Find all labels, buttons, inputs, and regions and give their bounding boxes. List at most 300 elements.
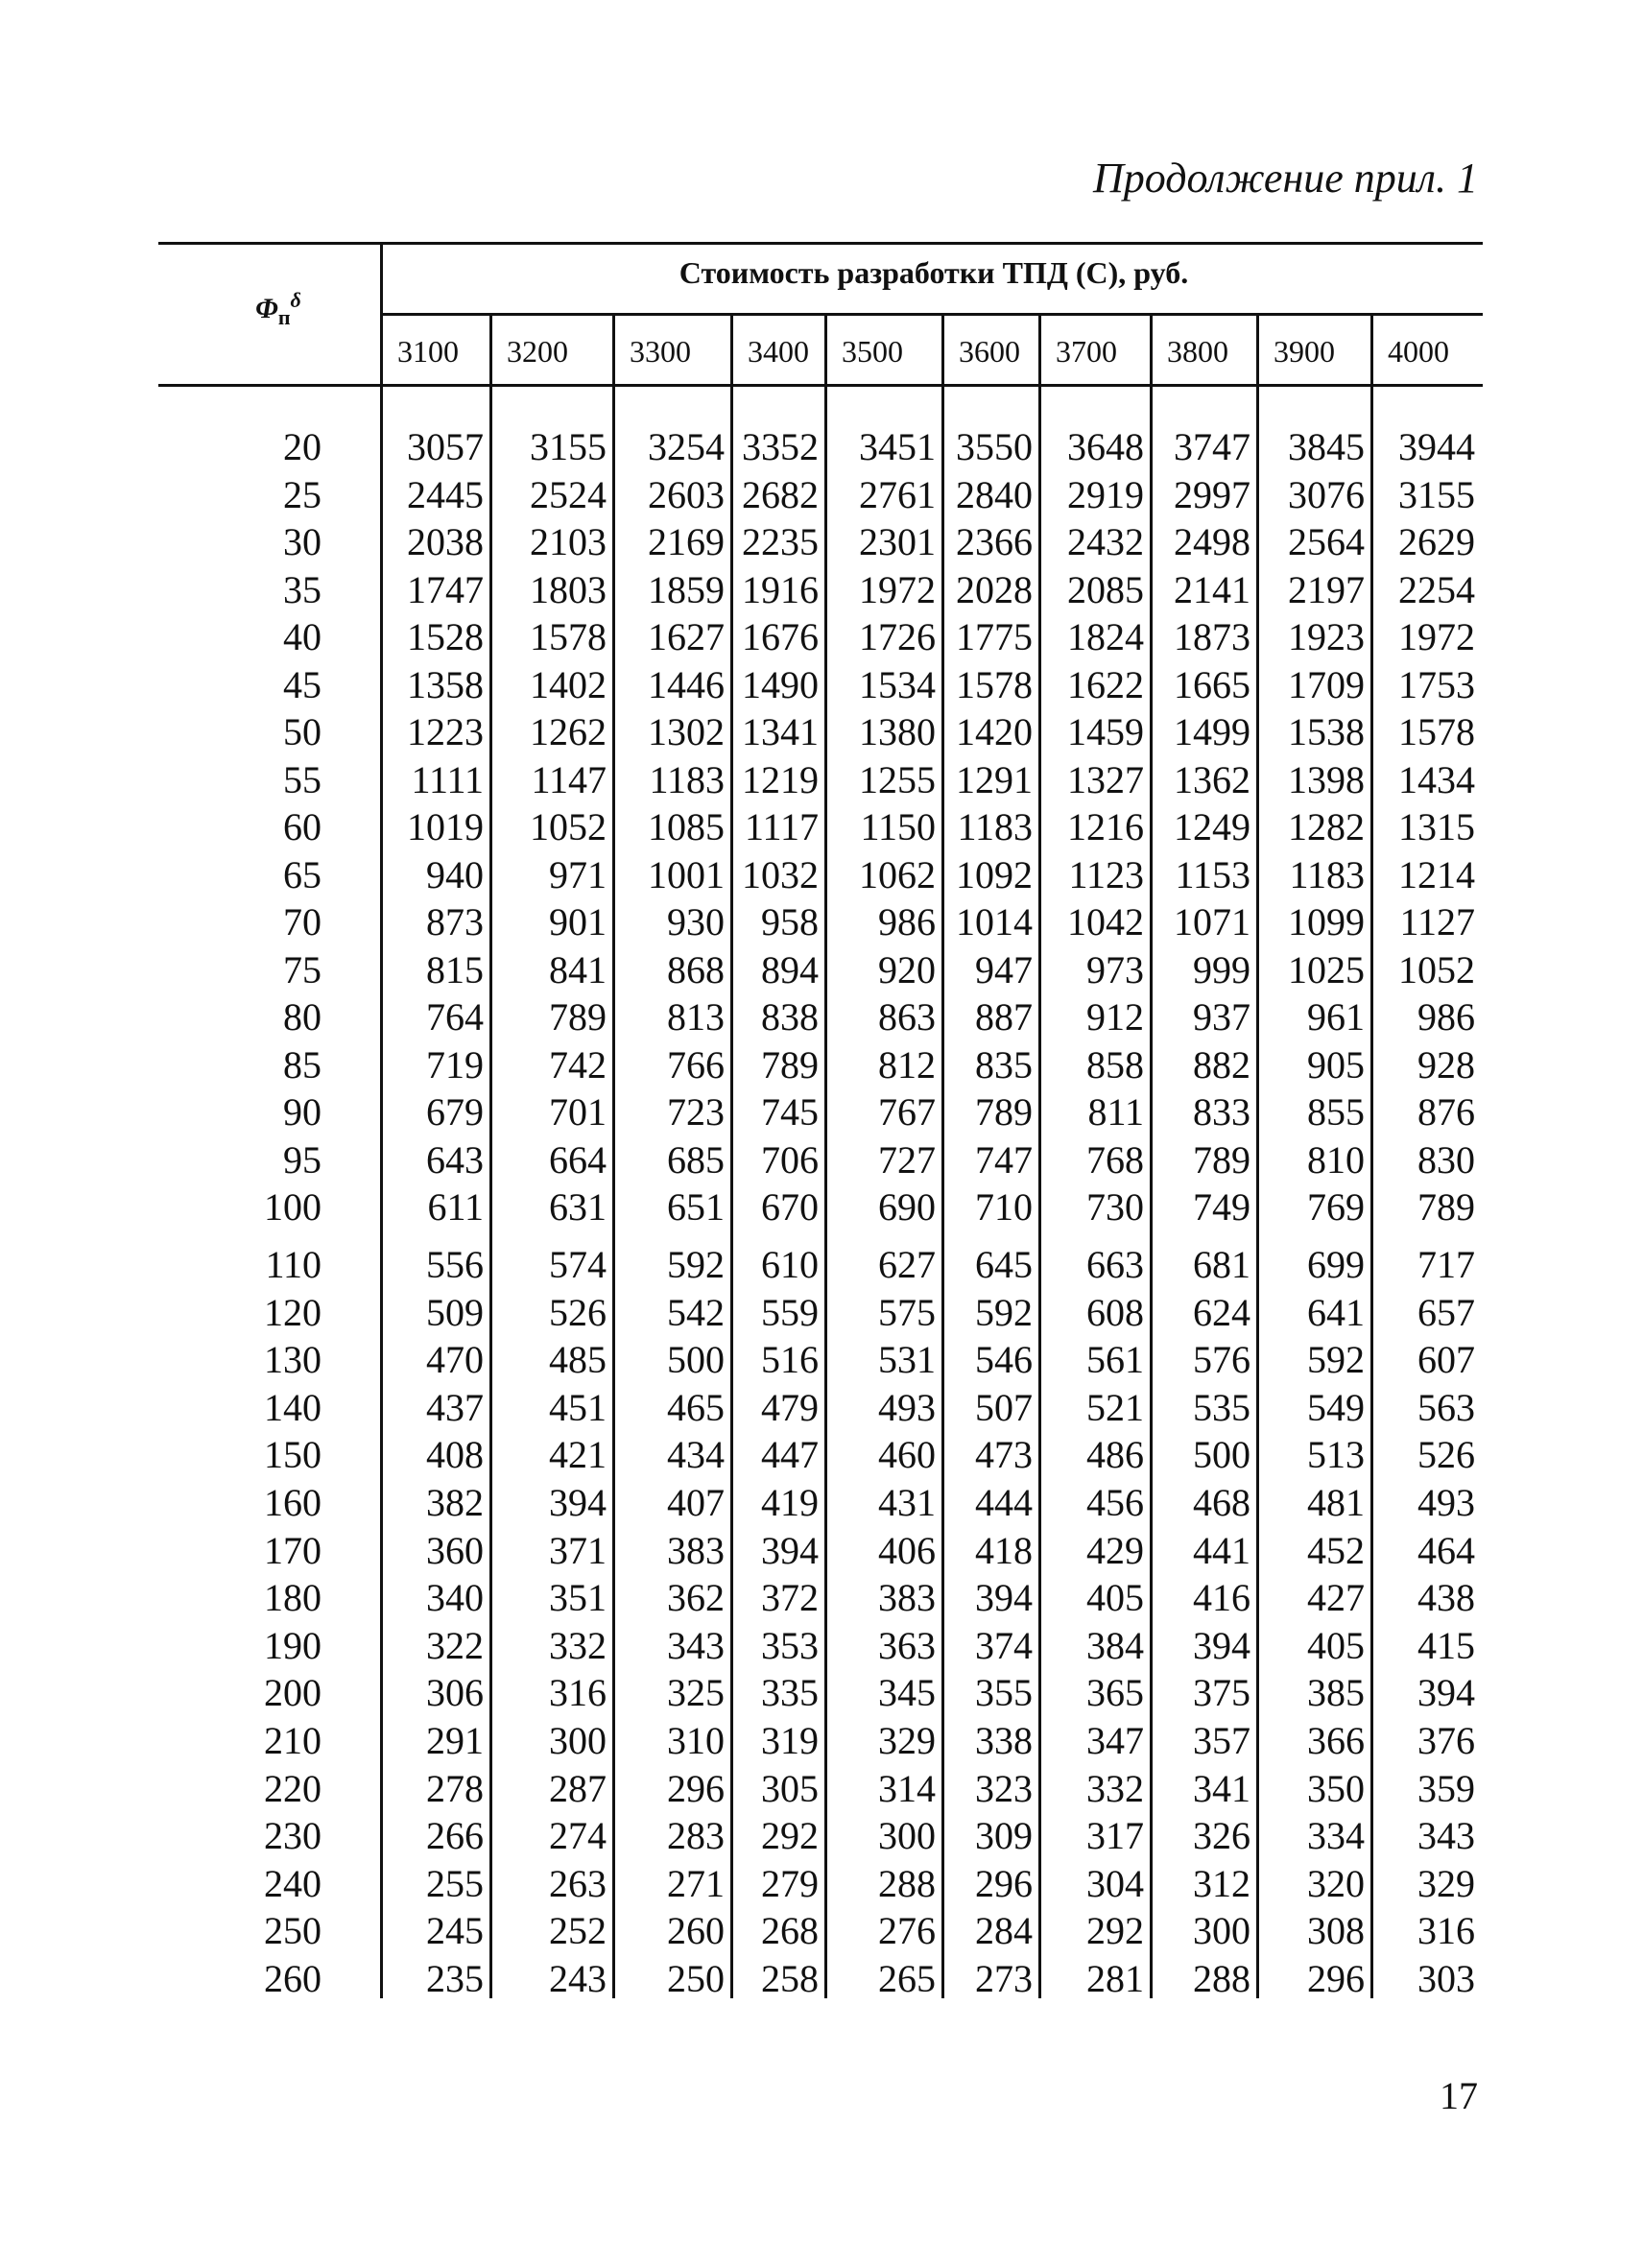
- table-cell: 1627: [648, 615, 725, 658]
- table-cell: 374: [975, 1623, 1033, 1667]
- table-cell: 2366: [956, 520, 1033, 563]
- table-cell: 279: [761, 1861, 819, 1905]
- row-label: 240: [264, 1861, 321, 1905]
- table-cell: 2432: [1067, 520, 1144, 563]
- table-cell: 2445: [407, 472, 484, 516]
- table-cell: 309: [975, 1814, 1033, 1858]
- table-cell: 1062: [859, 852, 936, 896]
- table-cell: 372: [761, 1576, 819, 1620]
- table-cell: 1434: [1398, 757, 1475, 801]
- table-cell: 811: [1087, 1090, 1144, 1134]
- table-cell: 292: [761, 1814, 819, 1858]
- table-cell: 835: [975, 1042, 1033, 1086]
- horizontal-rule: [158, 384, 1483, 387]
- row-label: 150: [264, 1433, 321, 1477]
- table-cell: 394: [1417, 1671, 1475, 1715]
- table-cell: 516: [761, 1338, 819, 1382]
- table-cell: 1025: [1288, 947, 1365, 991]
- table-cell: 766: [667, 1042, 725, 1086]
- table-cell: 376: [1417, 1719, 1475, 1762]
- table-cell: 641: [1307, 1290, 1365, 1334]
- table-cell: 355: [975, 1671, 1033, 1715]
- table-cell: 1459: [1067, 710, 1144, 753]
- table-cell: 468: [1193, 1481, 1250, 1524]
- table-cell: 2603: [648, 472, 725, 516]
- table-cell: 1923: [1288, 615, 1365, 658]
- row-label: 20: [283, 425, 321, 468]
- table-cell: 719: [426, 1042, 484, 1086]
- table-cell: 444: [975, 1481, 1033, 1524]
- table-cell: 961: [1307, 995, 1365, 1039]
- table-cell: 2235: [742, 520, 819, 563]
- table-cell: 1538: [1288, 710, 1365, 753]
- table-cell: 3550: [956, 425, 1033, 468]
- table-cell: 385: [1307, 1671, 1365, 1715]
- table-cell: 465: [667, 1385, 725, 1429]
- table-cell: 920: [878, 947, 936, 991]
- table-cell: 250: [667, 1957, 725, 2000]
- table-cell: 427: [1307, 1576, 1365, 1620]
- table-cell: 2197: [1288, 567, 1365, 611]
- table-cell: 810: [1307, 1137, 1365, 1182]
- table-cell: 437: [426, 1385, 484, 1429]
- table-cell: 1183: [649, 757, 725, 801]
- table-cell: 3845: [1288, 425, 1365, 468]
- table-cell: 394: [549, 1481, 607, 1524]
- table-cell: 288: [878, 1861, 936, 1905]
- table-cell: 464: [1417, 1528, 1475, 1572]
- table-cell: 441: [1193, 1528, 1250, 1572]
- table-cell: 947: [975, 947, 1033, 991]
- table-cell: 332: [549, 1623, 607, 1667]
- row-label: 85: [283, 1042, 321, 1086]
- row-label: 65: [283, 852, 321, 896]
- table-cell: 1380: [859, 710, 936, 753]
- column-header: 3900: [1274, 334, 1335, 369]
- table-cell: 343: [667, 1623, 725, 1667]
- table-cell: 928: [1417, 1042, 1475, 1086]
- table-cell: 3057: [407, 425, 484, 468]
- table-cell: 727: [878, 1137, 936, 1182]
- table-cell: 1019: [407, 805, 484, 848]
- row-label: 170: [264, 1528, 321, 1572]
- table-cell: 1824: [1067, 615, 1144, 658]
- table-cell: 679: [426, 1090, 484, 1134]
- table-cell: 1665: [1174, 662, 1250, 706]
- table-cell: 334: [1307, 1814, 1365, 1858]
- table-cell: 535: [1193, 1385, 1250, 1429]
- table-cell: 1528: [407, 615, 484, 658]
- table-cell: 263: [549, 1861, 607, 1905]
- table-cell: 723: [667, 1090, 725, 1134]
- row-label: 60: [283, 805, 321, 848]
- table-cell: 1249: [1174, 805, 1250, 848]
- table-cell: 1446: [648, 662, 725, 706]
- table-cell: 863: [878, 995, 936, 1039]
- table-cell: 1042: [1067, 900, 1144, 943]
- table-cell: 255: [426, 1861, 484, 1905]
- table-cell: 1092: [956, 852, 1033, 896]
- table-cell: 575: [878, 1290, 936, 1334]
- table-cell: 973: [1086, 947, 1144, 991]
- table-cell: 1262: [530, 710, 607, 753]
- horizontal-rule: [158, 242, 1483, 245]
- table-cell: 1014: [956, 900, 1033, 943]
- table-cell: 1150: [860, 805, 936, 848]
- row-label: 90: [283, 1090, 321, 1134]
- table-cell: 830: [1417, 1137, 1475, 1182]
- table-cell: 1327: [1067, 757, 1144, 801]
- table-cell: 3648: [1067, 425, 1144, 468]
- column-header: 3600: [959, 334, 1020, 369]
- table-cell: 3254: [648, 425, 725, 468]
- table-cell: 812: [878, 1042, 936, 1086]
- table-cell: 2141: [1174, 567, 1250, 611]
- column-header: 3300: [630, 334, 691, 369]
- table-cell: 406: [878, 1528, 936, 1572]
- table-cell: 1291: [956, 757, 1033, 801]
- table-cell: 383: [878, 1576, 936, 1620]
- table-cell: 332: [1086, 1766, 1144, 1810]
- table-cell: 357: [1193, 1719, 1250, 1762]
- table-cell: 473: [975, 1433, 1033, 1477]
- table-cell: 486: [1086, 1433, 1144, 1477]
- table-cell: 278: [426, 1766, 484, 1810]
- table-cell: 1578: [1398, 710, 1475, 753]
- table-cell: 645: [975, 1243, 1033, 1286]
- table-cell: 1123: [1068, 852, 1144, 896]
- table-cell: 882: [1193, 1042, 1250, 1086]
- table-cell: 456: [1086, 1481, 1144, 1524]
- table-cell: 531: [878, 1338, 936, 1382]
- table-cell: 749: [1193, 1185, 1250, 1229]
- table-cell: 670: [761, 1185, 819, 1229]
- table-cell: 268: [761, 1909, 819, 1953]
- table-cell: 789: [1193, 1137, 1250, 1182]
- table-cell: 563: [1417, 1385, 1475, 1429]
- table-cell: 447: [761, 1433, 819, 1477]
- table-cell: 767: [878, 1090, 936, 1134]
- table-cell: 362: [667, 1576, 725, 1620]
- table-cell: 366: [1307, 1719, 1365, 1762]
- table-cell: 394: [975, 1576, 1033, 1620]
- table-cell: 549: [1307, 1385, 1365, 1429]
- table-cell: 1402: [530, 662, 607, 706]
- table-cell: 2564: [1288, 520, 1365, 563]
- table-cell: 296: [1307, 1957, 1365, 2000]
- table-cell: 363: [878, 1623, 936, 1667]
- table-cell: 1916: [742, 567, 819, 611]
- table-cell: 341: [1193, 1766, 1250, 1810]
- table-cell: 1216: [1067, 805, 1144, 848]
- table-cell: 288: [1193, 1957, 1250, 2000]
- table-cell: 416: [1193, 1576, 1250, 1620]
- table-cell: 699: [1307, 1243, 1365, 1286]
- table-cell: 245: [426, 1909, 484, 1953]
- table-cell: 1183: [1289, 852, 1365, 896]
- row-label: 230: [264, 1814, 321, 1858]
- row-label: 35: [283, 567, 321, 611]
- table-cell: 1315: [1398, 805, 1475, 848]
- table-cell: 2254: [1398, 567, 1475, 611]
- table-cell: 663: [1086, 1243, 1144, 1286]
- page-number: 17: [1440, 2074, 1478, 2117]
- table-cell: 841: [549, 947, 607, 991]
- column-header: 4000: [1388, 334, 1449, 369]
- table-cell: 1127: [1399, 900, 1475, 943]
- table-cell: 371: [549, 1528, 607, 1572]
- table-cell: 1753: [1398, 662, 1475, 706]
- row-label: 180: [264, 1576, 321, 1620]
- table-cell: 284: [975, 1909, 1033, 1953]
- table-cell: 418: [975, 1528, 1033, 1572]
- table-cell: 1676: [742, 615, 819, 658]
- table-cell: 526: [1417, 1433, 1475, 1477]
- table-cell: 747: [975, 1137, 1033, 1182]
- table-cell: 742: [549, 1042, 607, 1086]
- phi-subscript: п: [277, 305, 291, 329]
- table-cell: 887: [975, 995, 1033, 1039]
- column-header: 3500: [842, 334, 903, 369]
- table-cell: 273: [975, 1957, 1033, 2000]
- table-cell: 717: [1417, 1243, 1475, 1286]
- table-cell: 912: [1086, 995, 1144, 1039]
- column-header: 3700: [1056, 334, 1117, 369]
- table-cell: 310: [667, 1719, 725, 1762]
- row-label: 160: [264, 1481, 321, 1524]
- table-cell: 1341: [742, 710, 819, 753]
- table-cell: 340: [426, 1576, 484, 1620]
- table-cell: 312: [1193, 1861, 1250, 1905]
- table-cell: 353: [761, 1623, 819, 1667]
- table-cell: 252: [549, 1909, 607, 1953]
- table-cell: 681: [1193, 1243, 1250, 1286]
- table-cell: 1490: [742, 662, 819, 706]
- table-cell: 1214: [1398, 852, 1475, 896]
- table-cell: 958: [761, 900, 819, 943]
- table-cell: 1420: [956, 710, 1033, 753]
- table-cell: 901: [549, 900, 607, 943]
- table-cell: 2840: [956, 472, 1033, 516]
- table-cell: 3352: [742, 425, 819, 468]
- row-label: 70: [283, 900, 321, 943]
- table-cell: 858: [1086, 1042, 1144, 1086]
- table-cell: 291: [426, 1719, 484, 1762]
- table-cell: 500: [1193, 1433, 1250, 1477]
- table-cell: 350: [1307, 1766, 1365, 1810]
- table-cell: 338: [975, 1719, 1033, 1762]
- table-cell: 326: [1193, 1814, 1250, 1858]
- table-cell: 260: [667, 1909, 725, 1953]
- table-cell: 706: [761, 1137, 819, 1182]
- table-cell: 1255: [859, 757, 936, 801]
- table-cell: 769: [1307, 1185, 1365, 1229]
- table-cell: 415: [1417, 1623, 1475, 1667]
- table-cell: 451: [549, 1385, 607, 1429]
- table-cell: 592: [1307, 1338, 1365, 1382]
- row-label: 55: [283, 757, 321, 801]
- table-cell: 300: [549, 1719, 607, 1762]
- table-cell: 651: [667, 1185, 725, 1229]
- table-cell: 643: [426, 1137, 484, 1182]
- table-cell: 685: [667, 1137, 725, 1182]
- table-cell: 235: [426, 1957, 484, 2000]
- table-cell: 359: [1417, 1766, 1475, 1810]
- row-label: 200: [264, 1671, 321, 1715]
- table-cell: 375: [1193, 1671, 1250, 1715]
- table-cell: 2301: [859, 520, 936, 563]
- column-header: 3800: [1167, 334, 1228, 369]
- table-cell: 556: [426, 1243, 484, 1286]
- table-cell: 838: [761, 995, 819, 1039]
- table-cell: 1398: [1288, 757, 1365, 801]
- table-cell: 2919: [1067, 472, 1144, 516]
- table-cell: 500: [667, 1338, 725, 1382]
- row-label: 80: [283, 995, 321, 1039]
- table-cell: 452: [1307, 1528, 1365, 1572]
- table-cell: 937: [1193, 995, 1250, 1039]
- table-cell: 2028: [956, 567, 1033, 611]
- table-cell: 1183: [957, 805, 1033, 848]
- table-cell: 2761: [859, 472, 936, 516]
- table-cell: 1358: [407, 662, 484, 706]
- cost-group-title: Стоимость разработки ТПД (С), руб.: [679, 255, 1189, 290]
- table-cell: 1499: [1174, 710, 1250, 753]
- table-cell: 405: [1086, 1576, 1144, 1620]
- table-cell: 1071: [1174, 900, 1250, 943]
- table-cell: 813: [667, 995, 725, 1039]
- table-cell: 493: [1417, 1481, 1475, 1524]
- column-header: 3400: [748, 334, 809, 369]
- row-label: 100: [264, 1185, 321, 1229]
- table-cell: 1085: [648, 805, 725, 848]
- table-cell: 345: [878, 1671, 936, 1715]
- table-cell: 971: [549, 852, 607, 896]
- table-cell: 745: [761, 1090, 819, 1134]
- table-cell: 855: [1307, 1090, 1365, 1134]
- table-cell: 1578: [530, 615, 607, 658]
- table-cell: 421: [549, 1433, 607, 1477]
- table-cell: 868: [667, 947, 725, 991]
- table-cell: 789: [761, 1042, 819, 1086]
- table-cell: 1972: [1398, 615, 1475, 658]
- table-cell: 576: [1193, 1338, 1250, 1382]
- table-cell: 3747: [1174, 425, 1250, 468]
- table-cell: 561: [1086, 1338, 1144, 1382]
- table-cell: 1859: [648, 567, 725, 611]
- table-cell: 833: [1193, 1090, 1250, 1134]
- table-cell: 460: [878, 1433, 936, 1477]
- table-cell: 526: [549, 1290, 607, 1334]
- table-cell: 608: [1086, 1290, 1144, 1334]
- table-cell: 419: [761, 1481, 819, 1524]
- table-cell: 1775: [956, 615, 1033, 658]
- row-label: 190: [264, 1623, 321, 1667]
- table-cell: 434: [667, 1433, 725, 1477]
- table-cell: 408: [426, 1433, 484, 1477]
- table-cell: 300: [878, 1814, 936, 1858]
- table-cell: 546: [975, 1338, 1033, 1382]
- table-cell: 1803: [530, 567, 607, 611]
- table-cell: 940: [426, 852, 484, 896]
- table-cell: 815: [426, 947, 484, 991]
- table-cell: 521: [1086, 1385, 1144, 1429]
- table-cell: 1873: [1174, 615, 1250, 658]
- table-cell: 3944: [1398, 425, 1475, 468]
- table-cell: 479: [761, 1385, 819, 1429]
- table-cell: 542: [667, 1290, 725, 1334]
- table-cell: 1032: [742, 852, 819, 896]
- table-cell: 1099: [1288, 900, 1365, 943]
- row-label: 30: [283, 520, 321, 563]
- table-cell: 308: [1307, 1909, 1365, 1953]
- table-cell: 2498: [1174, 520, 1250, 563]
- table-cell: 1747: [407, 567, 484, 611]
- table-cell: 317: [1086, 1814, 1144, 1858]
- row-header-symbol: [226, 288, 331, 330]
- table-cell: 611: [427, 1185, 484, 1229]
- table-cell: 710: [975, 1185, 1033, 1229]
- table-cell: 314: [878, 1766, 936, 1810]
- table-cell: 296: [975, 1861, 1033, 1905]
- table-cell: 1111: [411, 757, 484, 801]
- table-cell: 513: [1307, 1433, 1365, 1477]
- table-cell: 3451: [859, 425, 936, 468]
- table-cell: 664: [549, 1137, 607, 1182]
- table-cell: 1726: [859, 615, 936, 658]
- table-cell: 1302: [648, 710, 725, 753]
- row-label: 50: [283, 710, 321, 753]
- table-cell: 322: [426, 1623, 484, 1667]
- table-cell: 274: [549, 1814, 607, 1858]
- table-cell: 986: [1417, 995, 1475, 1039]
- table-cell: 365: [1086, 1671, 1144, 1715]
- table-cell: 999: [1193, 947, 1250, 991]
- table-cell: 507: [975, 1385, 1033, 1429]
- table-cell: 592: [975, 1290, 1033, 1334]
- table-cell: 360: [426, 1528, 484, 1572]
- table-cell: 764: [426, 995, 484, 1039]
- table-cell: 559: [761, 1290, 819, 1334]
- table-cell: 316: [1417, 1909, 1475, 1953]
- table-cell: 243: [549, 1957, 607, 2000]
- table-cell: 1534: [859, 662, 936, 706]
- table-cell: 343: [1417, 1814, 1475, 1858]
- table-cell: 383: [667, 1528, 725, 1572]
- table-cell: 730: [1086, 1185, 1144, 1229]
- table-cell: 405: [1307, 1623, 1365, 1667]
- table-cell: 1578: [956, 662, 1033, 706]
- column-header: 3200: [507, 334, 568, 369]
- column-header: 3100: [397, 334, 459, 369]
- row-label: 140: [264, 1385, 321, 1429]
- table-cell: 930: [667, 900, 725, 943]
- table-cell: 789: [549, 995, 607, 1039]
- table-cell: 1972: [859, 567, 936, 611]
- horizontal-rule: [382, 313, 1483, 316]
- table-cell: 2629: [1398, 520, 1475, 563]
- table-cell: 3155: [530, 425, 607, 468]
- table-cell: 905: [1307, 1042, 1365, 1086]
- table-cell: 2682: [742, 472, 819, 516]
- table-cell: 323: [975, 1766, 1033, 1810]
- table-cell: 627: [878, 1243, 936, 1286]
- table-cell: 281: [1086, 1957, 1144, 2000]
- table-cell: 1147: [531, 757, 607, 801]
- table-cell: 1282: [1288, 805, 1365, 848]
- table-cell: 2103: [530, 520, 607, 563]
- table-cell: 1622: [1067, 662, 1144, 706]
